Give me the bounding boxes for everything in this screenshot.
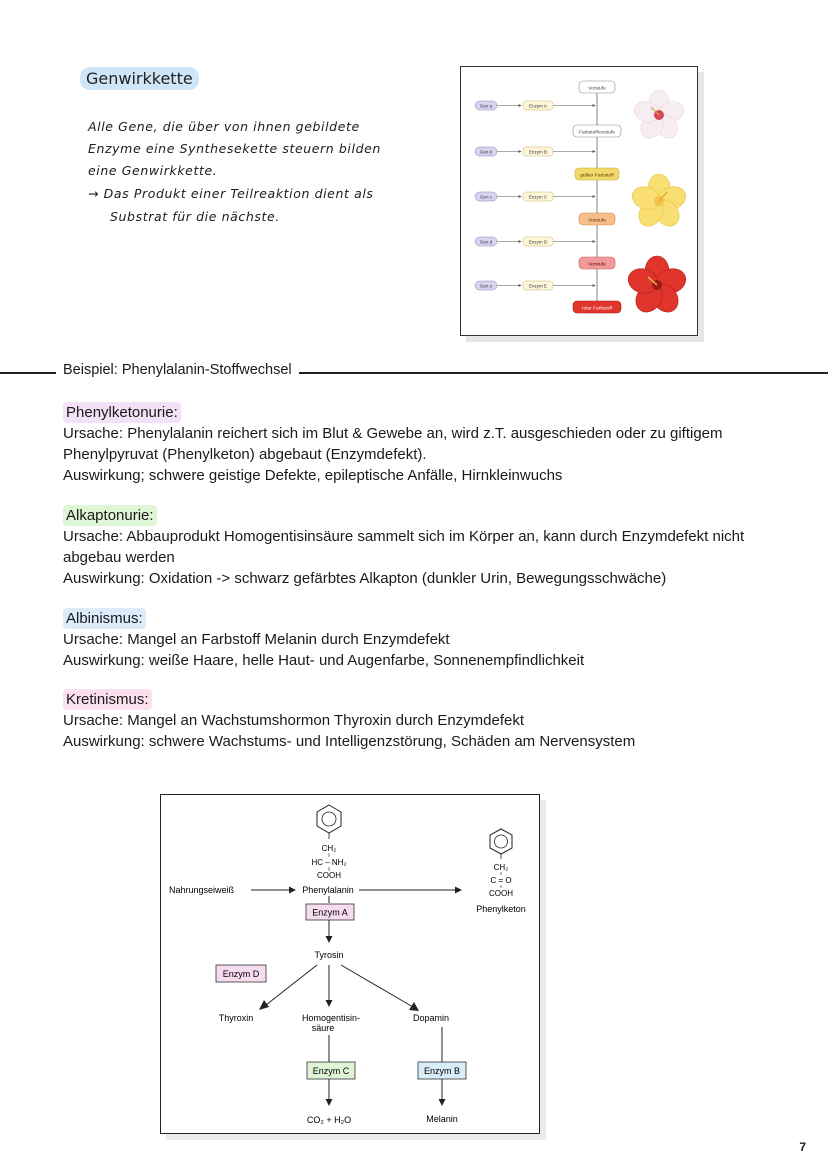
section-alkaptonurie <box>63 505 744 589</box>
gene-chain-figure <box>460 66 698 336</box>
gene-chain-diagram <box>461 67 697 335</box>
section-line: Ursache: Mangel an Farbstoff Melanin durch Enzymdefekt <box>63 631 450 648</box>
formula-hc-nh2: HC – NH₂ <box>311 858 347 867</box>
gene-label-e: Gen e <box>479 283 493 289</box>
label-nahrungseiweiss: Nahrungseiweiß <box>169 885 235 895</box>
section-heading: Kretinismus: <box>63 689 152 710</box>
label-dopamin: Dopamin <box>412 1013 450 1023</box>
formula-ch2: CH₂ <box>321 844 337 853</box>
formula-cooh: COOH <box>317 871 341 880</box>
section-albinismus <box>63 608 584 671</box>
gene-label-a: Gen a <box>479 103 493 109</box>
benzene-ring-phenylalanine-icon <box>317 805 341 839</box>
stage-gelber-farbstoff <box>575 168 619 180</box>
formula-cooh-2: COOH <box>489 889 513 898</box>
stage-label-6: roter Farbstoff <box>581 306 613 312</box>
phenylalanine-pathway-figure <box>160 794 540 1134</box>
handwritten-line-2: Enzyme eine Synthesekette steuern bilden <box>88 141 381 156</box>
stage-vorstufe-2 <box>579 213 615 225</box>
divider-left <box>0 372 56 374</box>
handwritten-line-3: eine Genwirkkette. <box>88 163 218 178</box>
enzyme-label-d: Enzym D <box>528 239 548 245</box>
section-line: Auswirkung; schwere geistige Defekte, epileptische Anfälle, Hirnkleinwuchs <box>63 467 563 484</box>
section-line: Auswirkung: Oxidation -> schwarz gefärbtes Alkapton (dunkler Urin, Bewegungsschwäche) <box>63 570 667 587</box>
section-phenylketonurie <box>63 402 723 486</box>
gene-row-e <box>475 281 595 290</box>
red-flower-image <box>625 256 689 317</box>
enzyme-label-c: Enzym C <box>528 194 548 200</box>
label-homogentisin-2: säure <box>311 1023 335 1033</box>
handwritten-line-1: Alle Gene, die über von ihnen gebildete <box>88 119 360 134</box>
gene-row-d <box>475 237 595 246</box>
section-line: abgebau werden <box>63 549 175 566</box>
example-heading: Beispiel: Phenylalanin-Stoffwechsel <box>63 362 292 378</box>
label-phenylketon: Phenylketon <box>476 904 526 914</box>
label-enzyme-b: Enzym B <box>423 1066 461 1076</box>
benzene-ring-phenylketon-icon <box>490 829 512 859</box>
yellow-flower-image <box>629 174 688 231</box>
stage-label-4: Vorstufe <box>588 218 606 224</box>
section-kretinismus <box>63 689 635 752</box>
stage-label-5: Vorstufe <box>588 262 606 268</box>
section-heading: Phenylketonurie: <box>63 402 181 423</box>
section-line: Phenylpyruvat (Phenylketon) abgebaut (Enzymdefekt). <box>63 446 427 463</box>
divider-right <box>299 372 828 374</box>
section-line: Ursache: Mangel an Wachstumshormon Thyroxin durch Enzymdefekt <box>63 712 525 729</box>
stage-label-1: Vorstufe <box>588 86 606 92</box>
label-phenylalanin: Phenylalanin <box>302 885 354 895</box>
label-thyroxin: Thyroxin <box>218 1013 254 1023</box>
pathway-diagram <box>161 795 539 1133</box>
enzyme-label-a: Enzym A <box>529 103 547 109</box>
enzyme-label-b: Enzym B <box>528 149 548 155</box>
stage-label-2: Farbstoffvorstufe <box>579 130 615 136</box>
stage-vorstufe-1 <box>579 81 615 93</box>
label-tyrosin: Tyrosin <box>314 950 344 960</box>
handwritten-line-4: → Das Produkt einer Teilreaktion dient als <box>88 186 374 201</box>
formula-c-o: C = O <box>490 876 512 885</box>
stage-roter-farbstoff <box>573 301 621 313</box>
stage-label-3: gelber Farbstoff <box>580 173 614 179</box>
section-heading: Alkaptonurie: <box>63 505 157 526</box>
section-line: Auswirkung: schwere Wachstums- und Intelligenzstörung, Schäden am Nervensystem <box>63 733 636 750</box>
section-line: Auswirkung: weiße Haare, helle Haut- und Augenfarbe, Sonnenempfindlichkeit <box>63 652 585 669</box>
gene-row-b <box>475 147 595 156</box>
section-title-genwirkkette: Genwirkkette <box>80 67 199 90</box>
page-number: 7 <box>799 1140 806 1154</box>
gene-label-d: Gen d <box>479 239 493 245</box>
gene-row-c <box>475 192 595 201</box>
label-enzyme-a: Enzym A <box>312 907 348 918</box>
label-enzyme-c: Enzym C <box>312 1066 350 1076</box>
formula-ch2-2: CH₂ <box>493 863 509 872</box>
section-line: Ursache: Phenylalanin reichert sich im Blut & Gewebe an, wird z.T. ausgeschieden oder zu giftigem <box>63 425 723 442</box>
stage-farbstoffvorstufe <box>573 125 621 137</box>
section-line: Ursache: Abbauprodukt Homogentisinsäure sammelt sich im Körper an, kann durch Enzymdefekt nicht <box>63 528 745 545</box>
white-flower-image <box>632 90 687 142</box>
section-heading: Albinismus: <box>63 608 146 629</box>
stage-vorstufe-3 <box>579 257 615 269</box>
gene-label-c: Gen c <box>479 194 493 200</box>
enzyme-label-e: Enzym E <box>528 283 548 289</box>
label-melanin: Melanin <box>426 1114 458 1124</box>
label-homogentisin-1: Homogentisin- <box>301 1013 361 1023</box>
gene-label-b: Gen b <box>479 149 493 155</box>
gene-row-a <box>475 101 595 110</box>
label-co2-h2o: CO₂ + H₂O <box>306 1115 352 1125</box>
handwritten-line-5: Substrat für die nächste. <box>110 209 280 224</box>
label-enzyme-d: Enzym D <box>222 969 260 979</box>
